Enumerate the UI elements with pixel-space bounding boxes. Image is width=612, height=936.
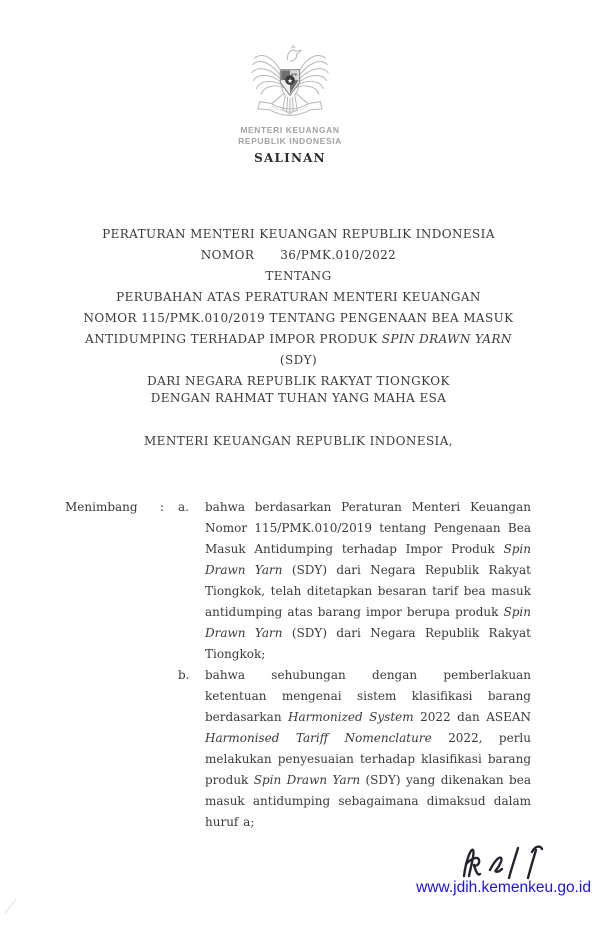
considerations-colon: :: [160, 500, 165, 514]
consideration-item-b: [178, 665, 531, 833]
tentang-label: TENTANG: [265, 269, 332, 283]
regulation-subject-line1: PERUBAHAN ATAS PERATURAN MENTERI KEUANGAN: [116, 290, 481, 304]
ministry-name-line2: REPUBLIK INDONESIA: [238, 136, 342, 146]
item-letter-a: a.: [178, 500, 189, 514]
letterhead: [0, 44, 580, 165]
nomor-label: NOMOR: [200, 248, 255, 262]
regulation-number-line: [65, 245, 532, 266]
nomor-value: 36/PMK.010/2022: [280, 248, 397, 262]
jdih-website-watermark: www.jdih.kemenkeu.go.id: [416, 879, 591, 896]
authority-line: MENTERI KEUANGAN REPUBLIK INDONESIA,: [144, 434, 453, 448]
regulation-subject-line2: NOMOR 115/PMK.010/2019 TENTANG PENGENAAN BEA MASUK: [83, 311, 514, 325]
salinan-stamp: SALINAN: [254, 151, 326, 165]
regulation-title-line1: PERATURAN MENTERI KEUANGAN REPUBLIK INDONESIA: [102, 227, 495, 241]
item-letter-b: b.: [178, 668, 190, 682]
regulation-subject-line4: DARI NEGARA REPUBLIK RAKYAT TIONGKOK: [147, 374, 450, 388]
scan-artifact-line: [5, 899, 32, 925]
consideration-item-a: [178, 497, 531, 665]
item-text-a: bahwa berdasarkan Peraturan Menteri Keuangan Nomor 115/PMK.010/2019 tentang Pengenaan Bea Masuk Antidumping terhadap Impor Produk Spin Drawn Yarn (SDY) dari Negara Republik Rakyat Tiongkok, telah ditetapkan besaran tarif bea masuk antidumping atas barang impor berupa produk Spin Drawn Yarn (SDY) dari Negara Republik Rakyat Tiongkok;: [205, 500, 531, 661]
invocation-line: DENGAN RAHMAT TUHAN YANG MAHA ESA: [150, 391, 447, 405]
regulation-subject-line3: ANTIDUMPING TERHADAP IMPOR PRODUK SPIN DRAWN YARN (SDY): [85, 332, 512, 367]
regulation-title-block: [65, 224, 532, 392]
garuda-pancasila-emblem-icon: [250, 44, 330, 125]
considerations-label: Menimbang: [65, 500, 138, 514]
item-text-b: bahwa sehubungan dengan pemberlakuan ketentuan mengenai sistem klasifikasi barang berdasarkan Harmonized System 2022 dan ASEAN Harmonised Tariff Nomenclature 2022, perlu melakukan penyesuaian terhadap klasifikasi barang produk Spin Drawn Yarn (SDY) yang dikenakan bea masuk antidumping sebagaimana dimaksud dalam huruf a;: [205, 668, 531, 829]
svg-text:★: ★: [287, 76, 293, 85]
considerations-section: [65, 497, 531, 833]
considerations-items: [178, 497, 531, 833]
ministry-name-line1: MENTERI KEUANGAN: [240, 125, 340, 135]
